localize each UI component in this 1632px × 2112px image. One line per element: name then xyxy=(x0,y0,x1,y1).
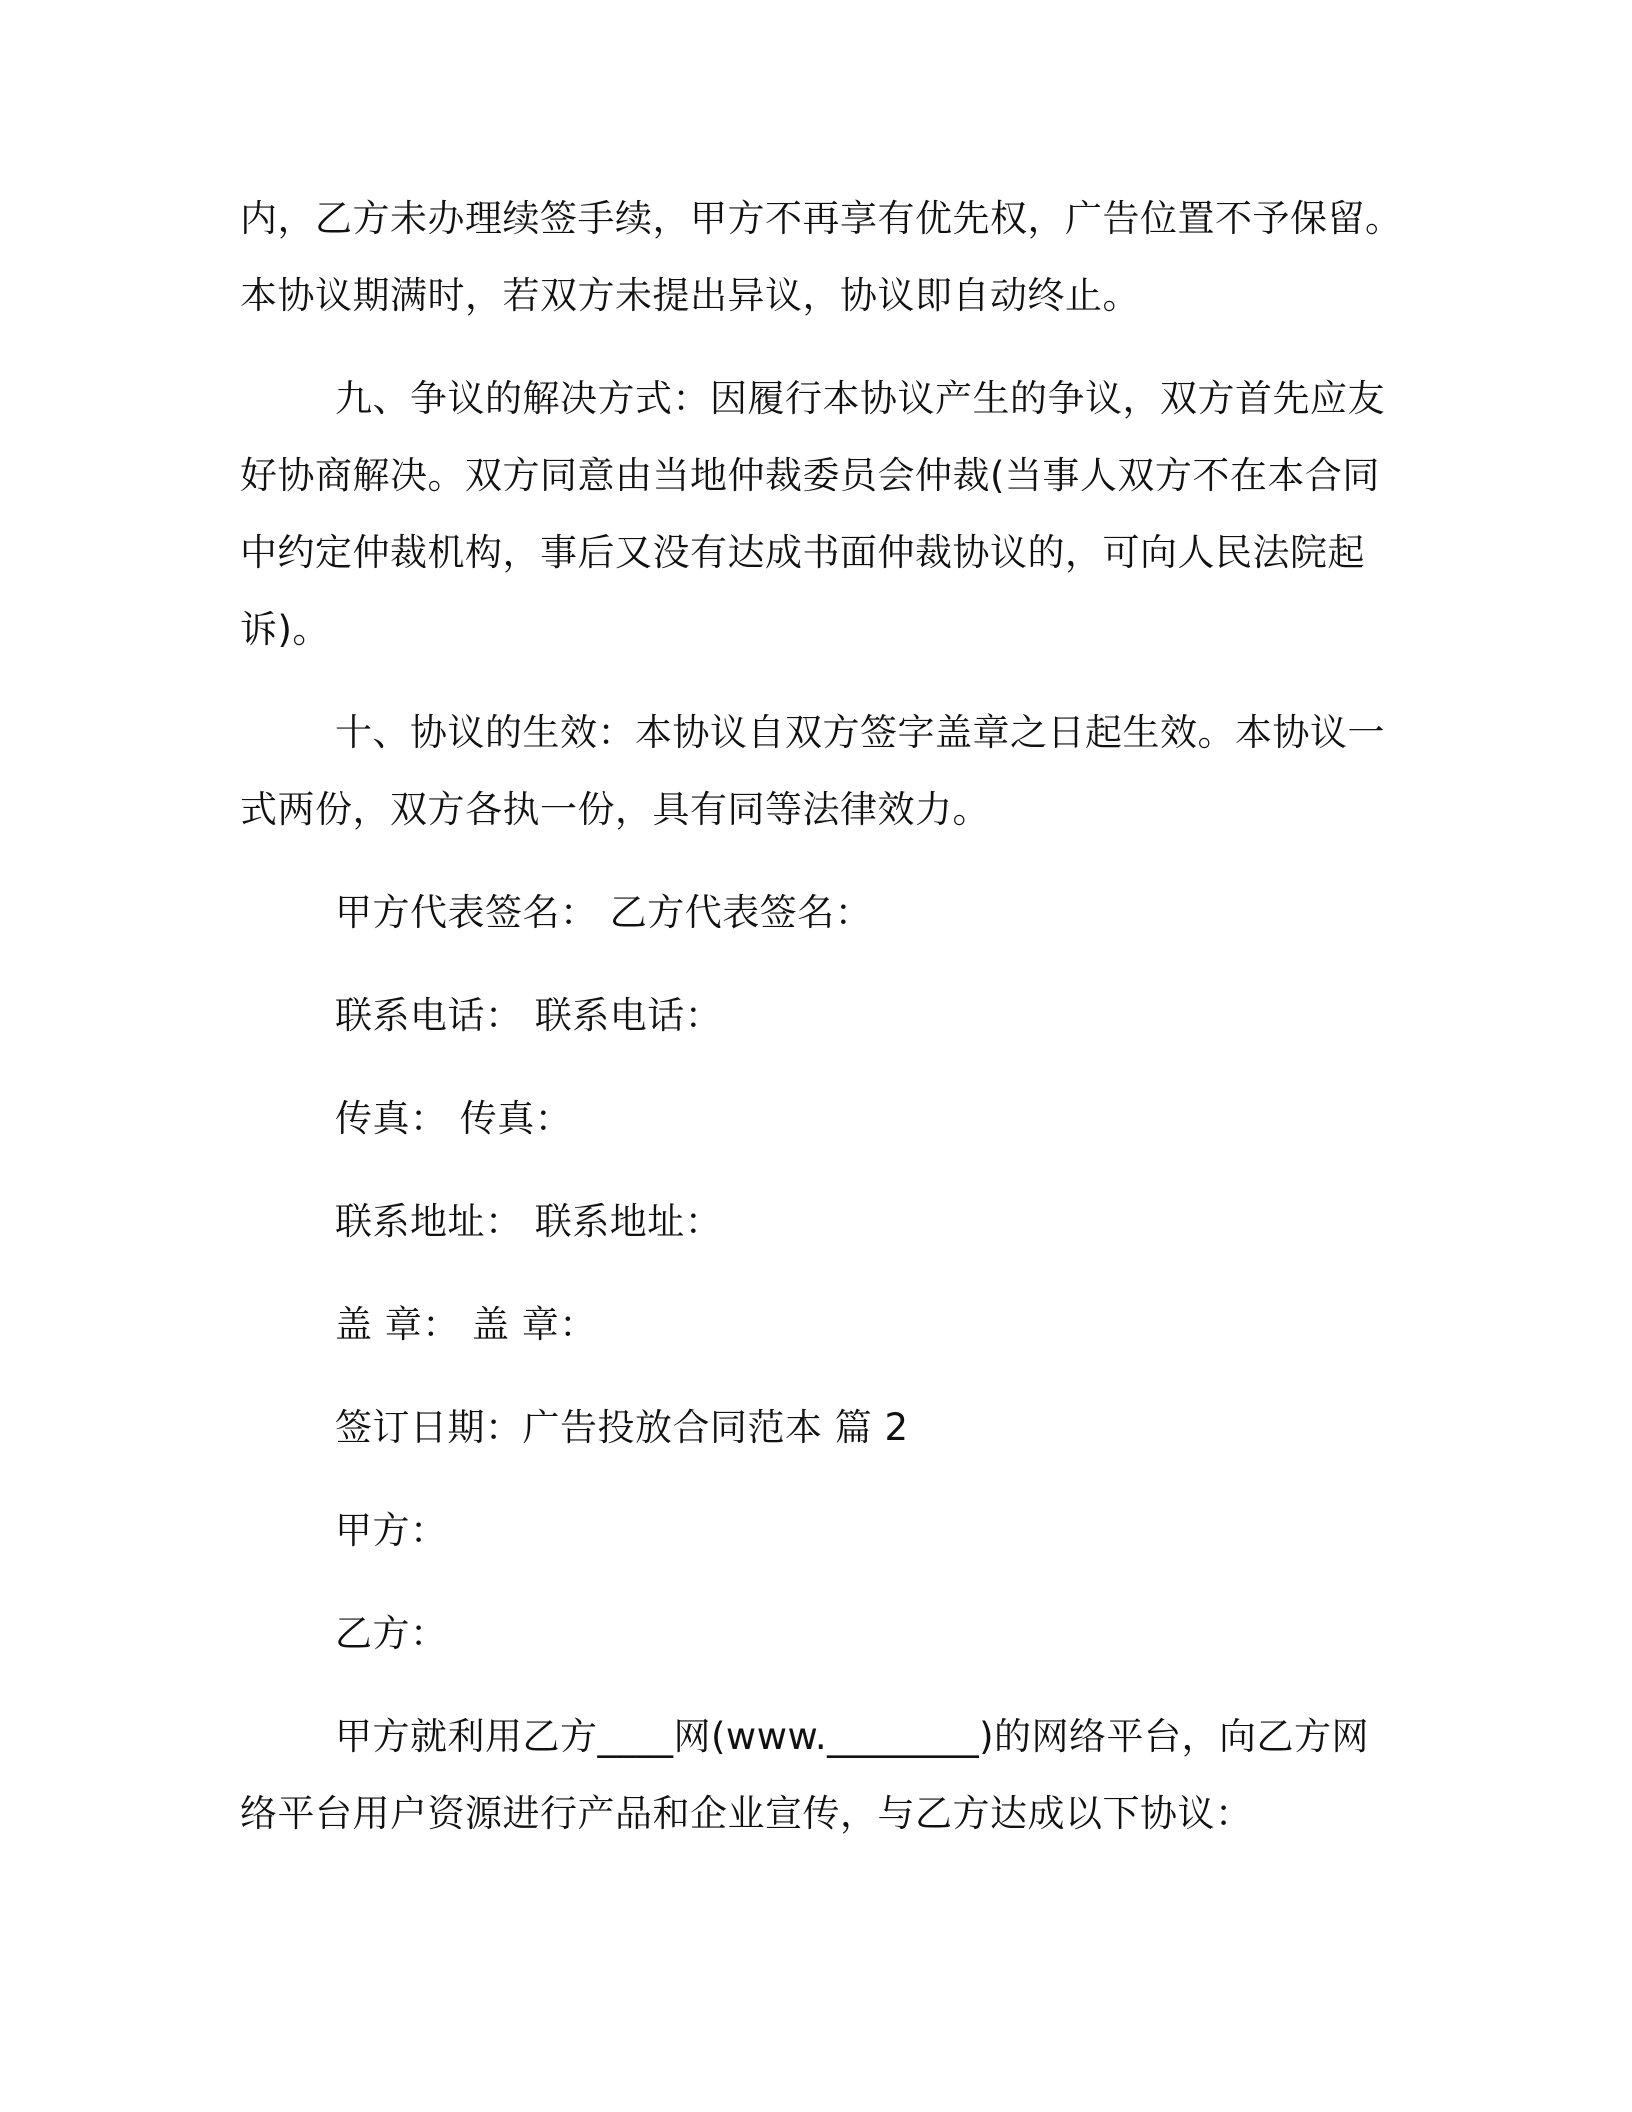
section-nine-heading-line: 九、争议的解决方式：因履行本协议产生的争议，双方首先应友 xyxy=(335,377,1385,420)
party-b-line: 乙方： xyxy=(335,1612,448,1655)
signature-line: 甲方代表签名： 乙方代表签名： xyxy=(335,891,873,934)
text-line: 好协商解决。双方同意由当地仲裁委员会仲裁(当事人双方不在本合同 xyxy=(240,454,1380,497)
text-line: 诉)。 xyxy=(240,608,330,651)
section-ten-heading-line: 十、协议的生效：本协议自双方签字盖章之日起生效。本协议一 xyxy=(335,711,1385,754)
intro-line: 甲方就利用乙方____网(www.________)的网络平台，向乙方网 xyxy=(335,1715,1370,1758)
date-and-title-line: 签订日期：广告投放合同范本 篇 2 xyxy=(335,1406,909,1449)
text-line: 本协议期满时，若双方未提出异议，协议即自动终止。 xyxy=(240,274,1140,317)
address-line: 联系地址： 联系地址： xyxy=(335,1200,723,1243)
text-line: 式两份，双方各执一份，具有同等法律效力。 xyxy=(240,788,990,831)
fax-line: 传真： 传真： xyxy=(335,1097,573,1140)
party-a-line: 甲方： xyxy=(335,1509,448,1552)
phone-line: 联系电话： 联系电话： xyxy=(335,994,723,1037)
text-line: 中约定仲裁机构，事后又没有达成书面仲裁协议的，可向人民法院起 xyxy=(240,531,1365,574)
text-line: 络平台用户资源进行产品和企业宣传，与乙方达成以下协议： xyxy=(240,1792,1253,1835)
seal-line: 盖 章： 盖 章： xyxy=(335,1303,597,1346)
text-line: 内，乙方未办理续签手续，甲方不再享有优先权，广告位置不予保留。 xyxy=(240,197,1403,240)
